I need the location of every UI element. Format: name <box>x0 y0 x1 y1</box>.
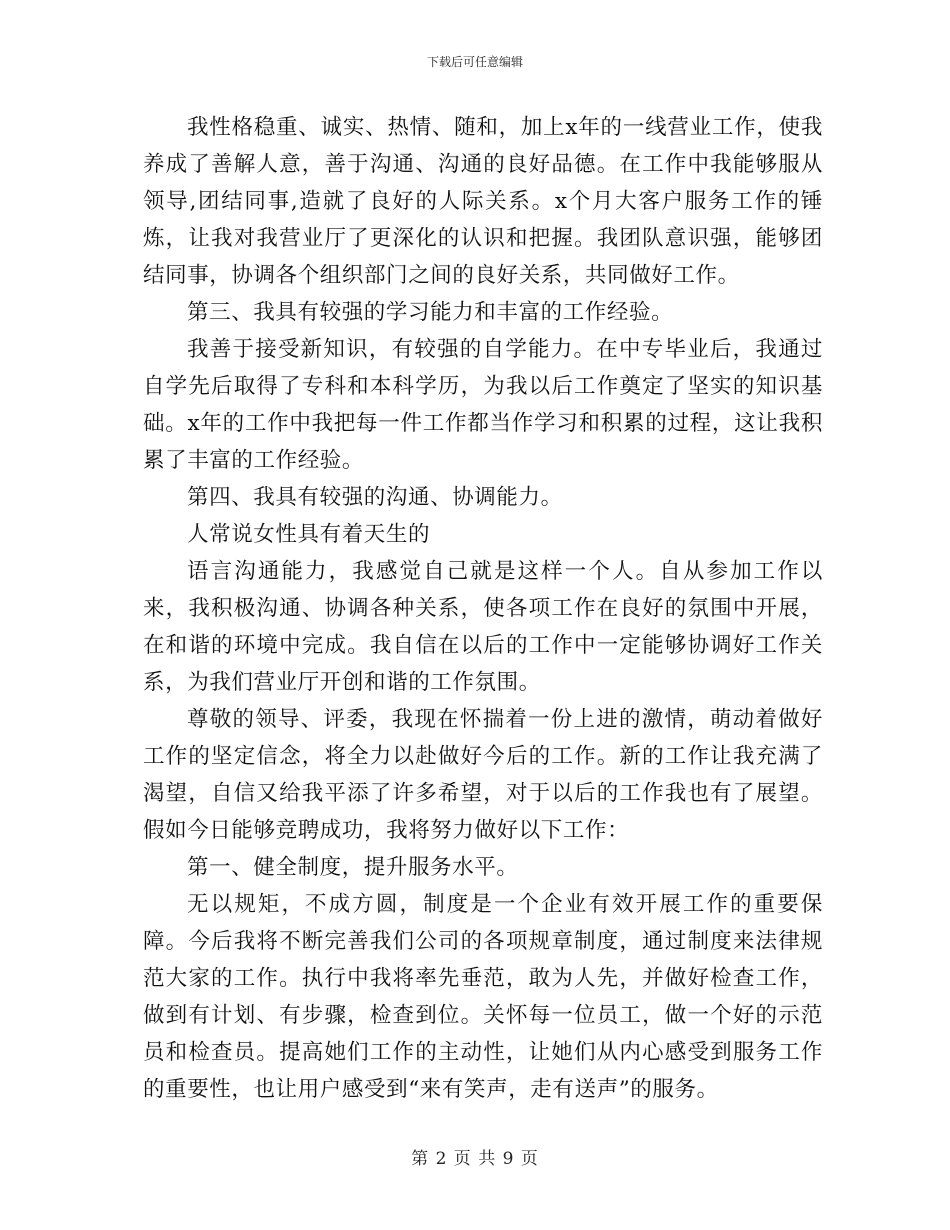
paragraph-system: 无以规矩，不成方圆，制度是一个企业有效开展工作的重要保障。今后我将不断完善我们公司的各项规章制度，通过制度来法律规范大家的工作。执行中我将率先垂范，敢为人先，并做好检查工作，做到有计划、有步骤，检查到位。关怀每一位员工，做一个好的示范员和检查员。提高她们工作的主动性，让她们从内心感受到服务工作的重要性，也让用户感受到“来有笑声，走有送声”的服务。 <box>143 892 823 1102</box>
section-heading-system: 第一、健全制度，提升服务水平。 <box>187 855 519 880</box>
section-heading-communication: 第四、我具有较强的沟通、协调能力。 <box>187 485 563 510</box>
paragraph-address-judges: 尊敬的领导、评委，我现在怀揣着一份上进的激情，萌动着做好工作的坚定信念，将全力以赴做好今后的工作。新的工作让我充满了渴望，自信又给我平添了许多希望，对于以后的工作我也有了展望。假如今日能够竞聘成功，我将努力做好以下工作： <box>143 707 823 843</box>
document-body <box>143 109 823 1108</box>
paragraph-personality: 我性格稳重、诚实、热情、随和，加上x年的一线营业工作，使我养成了善解人意，善于沟通、沟通的良好品德。在工作中我能够服从领导,团结同事,造就了良好的人际关系。x个月大客户服务工作的锤炼，让我对我营业厅了更深化的认识和把握。我团队意识强，能够团结同事，协调各个组织部门之间的良好关系，共同做好工作。 <box>143 115 823 288</box>
paragraph-communication: 语言沟通能力，我感觉自己就是这样一个人。自从参加工作以来，我积极沟通、协调各种关系，使各项工作在良好的氛围中开展，在和谐的环境中完成。我自信在以后的工作中一定能够协调好工作关系，为我们营业厅开创和谐的工作氛围。 <box>143 559 823 695</box>
paragraph-communication-intro: 人常说女性具有着天生的 <box>187 522 431 547</box>
paragraph-learning: 我善于接受新知识，有较强的自学能力。在中专毕业后，我通过自学先后取得了专科和本科学历，为我以后工作奠定了坚实的知识基础。x年的工作中我把每一件工作都当作学习和积累的过程，这让我积累了丰富的工作经验。 <box>143 337 823 473</box>
section-heading-learning: 第三、我具有较强的学习能力和丰富的工作经验。 <box>187 300 674 325</box>
page-number: 第 2 页 共 9 页 <box>411 1149 539 1169</box>
page-header-note: 下载后可任意编辑 <box>426 55 523 69</box>
